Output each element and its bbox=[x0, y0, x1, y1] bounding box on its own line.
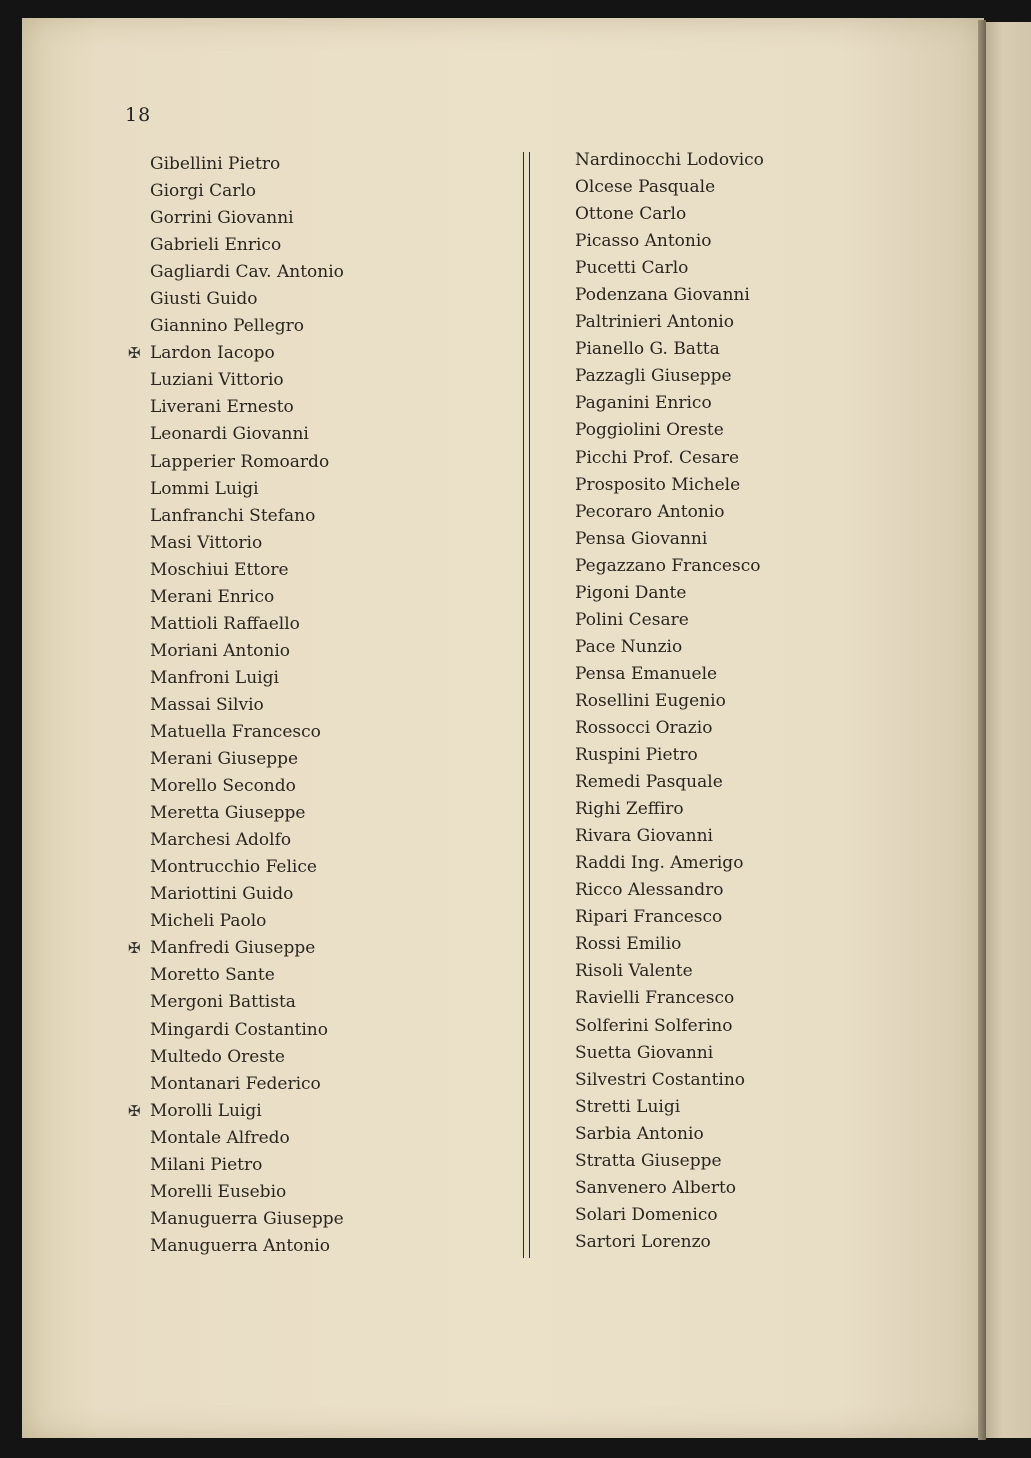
name-text: Gibellini Pietro bbox=[150, 154, 281, 174]
name-text: Pucetti Carlo bbox=[575, 258, 689, 279]
name-text: Giorgi Carlo bbox=[150, 181, 257, 202]
name-entry bbox=[150, 530, 344, 557]
name-entry bbox=[575, 796, 764, 823]
name-entry bbox=[575, 607, 764, 634]
name-text: Suetta Giovanni bbox=[575, 1042, 714, 1063]
name-text: Stretti Luigi bbox=[575, 1096, 681, 1117]
name-entry bbox=[575, 1175, 764, 1202]
name-entry bbox=[575, 580, 764, 607]
name-text: Risoli Valente bbox=[575, 961, 693, 982]
right-name-column bbox=[575, 147, 764, 1256]
name-entry bbox=[575, 634, 764, 661]
name-entry bbox=[575, 1094, 764, 1121]
name-text: Pecoraro Antonio bbox=[575, 501, 725, 522]
name-text: Lanfranchi Stefano bbox=[150, 505, 316, 526]
name-entry bbox=[150, 476, 344, 503]
left-name-column bbox=[128, 151, 344, 1260]
name-entry bbox=[575, 931, 764, 958]
name-entry bbox=[575, 363, 764, 390]
name-text: Montale Alfredo bbox=[150, 1127, 290, 1148]
name-entry bbox=[150, 557, 344, 584]
name-entry bbox=[575, 228, 764, 255]
name-entry bbox=[150, 1233, 344, 1260]
name-text: Podenzana Giovanni bbox=[575, 285, 750, 306]
name-entry bbox=[575, 499, 764, 526]
name-entry bbox=[150, 503, 344, 530]
name-entry bbox=[150, 1125, 344, 1152]
name-text: Merani Enrico bbox=[150, 586, 275, 607]
name-entry bbox=[150, 394, 344, 421]
cross-mark-icon: ✠ bbox=[128, 1101, 141, 1120]
name-entry bbox=[575, 850, 764, 877]
name-entry bbox=[150, 962, 344, 989]
name-entry bbox=[575, 417, 764, 444]
name-text: Nardinocchi Lodovico bbox=[575, 150, 764, 170]
name-text: Rosellini Eugenio bbox=[575, 690, 726, 711]
name-entry bbox=[575, 769, 764, 796]
name-entry bbox=[128, 1098, 344, 1125]
name-text: Sarbia Antonio bbox=[575, 1123, 704, 1144]
name-text: Paltrinieri Antonio bbox=[575, 312, 734, 333]
name-text: Pace Nunzio bbox=[575, 636, 683, 657]
name-text: Polini Cesare bbox=[575, 609, 689, 630]
name-entry bbox=[575, 472, 764, 499]
name-entry bbox=[575, 904, 764, 931]
name-entry bbox=[150, 178, 344, 205]
name-text: Sartori Lorenzo bbox=[575, 1231, 711, 1252]
name-text: Montrucchio Felice bbox=[150, 857, 317, 878]
name-text: Prosposito Michele bbox=[575, 474, 741, 495]
name-entry bbox=[575, 958, 764, 985]
name-text: Pensa Emanuele bbox=[575, 663, 718, 684]
name-text: Mariottini Guido bbox=[150, 884, 294, 905]
name-text: Raddi Ing. Amerigo bbox=[575, 853, 744, 874]
name-entry bbox=[128, 340, 344, 367]
name-entry bbox=[575, 823, 764, 850]
cross-mark-icon: ✠ bbox=[128, 939, 141, 958]
name-text: Picchi Prof. Cesare bbox=[575, 447, 740, 468]
name-text: Giusti Guido bbox=[150, 289, 258, 310]
name-entry bbox=[575, 445, 764, 472]
name-text: Ripari Francesco bbox=[575, 907, 723, 928]
name-entry bbox=[150, 313, 344, 340]
name-entry bbox=[150, 665, 344, 692]
name-entry bbox=[150, 638, 344, 665]
name-text: Pigoni Dante bbox=[575, 582, 687, 603]
name-entry bbox=[150, 611, 344, 638]
name-entry bbox=[150, 746, 344, 773]
name-text: Matuella Francesco bbox=[150, 721, 321, 742]
name-text: Lapperier Romoardo bbox=[150, 451, 330, 472]
name-text: Merani Giuseppe bbox=[150, 749, 299, 770]
name-text: Masi Vittorio bbox=[150, 532, 263, 553]
name-entry bbox=[150, 584, 344, 611]
name-text: Multedo Oreste bbox=[150, 1046, 285, 1067]
name-entry bbox=[575, 1067, 764, 1094]
name-entry bbox=[150, 1017, 344, 1044]
name-entry bbox=[575, 390, 764, 417]
name-entry bbox=[575, 1202, 764, 1229]
name-entry bbox=[575, 688, 764, 715]
name-text: Montanari Federico bbox=[150, 1073, 321, 1094]
name-entry bbox=[150, 1044, 344, 1071]
name-text: Solferini Solferino bbox=[575, 1015, 733, 1036]
name-entry bbox=[150, 989, 344, 1016]
name-entry bbox=[575, 1148, 764, 1175]
name-text: Rossocci Orazio bbox=[575, 717, 713, 738]
name-text: Moretto Sante bbox=[150, 965, 275, 986]
name-entry bbox=[150, 1152, 344, 1179]
name-text: Luziani Vittorio bbox=[150, 370, 284, 391]
name-text: Pensa Giovanni bbox=[575, 528, 708, 549]
name-entry bbox=[128, 935, 344, 962]
name-text: Morello Secondo bbox=[150, 776, 296, 797]
next-page-edge bbox=[984, 22, 1031, 1438]
name-entry bbox=[150, 800, 344, 827]
name-entry bbox=[575, 201, 764, 228]
name-entry bbox=[150, 449, 344, 476]
name-entry bbox=[150, 881, 344, 908]
name-text: Ravielli Francesco bbox=[575, 988, 735, 1009]
name-text: Lommi Luigi bbox=[150, 478, 259, 499]
name-text: Manuguerra Giuseppe bbox=[150, 1208, 344, 1229]
name-entry bbox=[150, 232, 344, 259]
name-entry bbox=[575, 877, 764, 904]
name-entry bbox=[150, 692, 344, 719]
name-entry bbox=[150, 205, 344, 232]
name-text: Silvestri Costantino bbox=[575, 1069, 746, 1090]
name-text: Pegazzano Francesco bbox=[575, 555, 761, 576]
page-gutter bbox=[978, 20, 986, 1440]
name-entry bbox=[150, 719, 344, 746]
name-entry bbox=[575, 282, 764, 309]
name-text: Mergoni Battista bbox=[150, 992, 296, 1013]
name-text: Poggiolini Oreste bbox=[575, 420, 724, 441]
name-text: Gabrieli Enrico bbox=[150, 235, 282, 256]
name-text: Moschiui Ettore bbox=[150, 559, 289, 580]
name-entry bbox=[150, 1071, 344, 1098]
name-text: Morelli Eusebio bbox=[150, 1181, 287, 1202]
name-entry bbox=[575, 255, 764, 282]
name-entry bbox=[150, 367, 344, 394]
name-text: Moriani Antonio bbox=[150, 640, 291, 661]
page-number: 18 bbox=[125, 104, 152, 126]
cross-mark-icon: ✠ bbox=[128, 344, 141, 363]
name-text: Gorrini Giovanni bbox=[150, 208, 294, 229]
name-text: Rivara Giovanni bbox=[575, 826, 713, 847]
name-entry bbox=[150, 773, 344, 800]
name-text: Solari Domenico bbox=[575, 1204, 718, 1225]
name-entry bbox=[575, 147, 764, 174]
name-text: Rossi Emilio bbox=[575, 934, 682, 955]
name-text: Massai Silvio bbox=[150, 694, 264, 715]
name-entry bbox=[575, 1013, 764, 1040]
name-text: Leonardi Giovanni bbox=[150, 424, 309, 445]
name-entry bbox=[575, 985, 764, 1012]
name-entry bbox=[150, 1206, 344, 1233]
name-entry bbox=[150, 908, 344, 935]
name-text: Sanvenero Alberto bbox=[575, 1177, 737, 1198]
name-text: Pazzagli Giuseppe bbox=[575, 366, 732, 387]
name-text: Remedi Pasquale bbox=[575, 772, 723, 793]
name-text: Manfroni Luigi bbox=[150, 667, 279, 688]
name-entry bbox=[575, 309, 764, 336]
name-text: Liverani Ernesto bbox=[150, 397, 294, 418]
name-text: Mattioli Raffaello bbox=[150, 613, 300, 634]
name-entry bbox=[575, 715, 764, 742]
name-text: Micheli Paolo bbox=[150, 911, 267, 932]
name-text: Mingardi Costantino bbox=[150, 1019, 328, 1040]
name-entry bbox=[575, 336, 764, 363]
name-entry bbox=[575, 553, 764, 580]
name-entry bbox=[150, 827, 344, 854]
name-entry bbox=[150, 1179, 344, 1206]
name-text: Marchesi Adolfo bbox=[150, 830, 292, 851]
name-text: Righi Zeffiro bbox=[575, 799, 684, 820]
name-text: Pianello G. Batta bbox=[575, 339, 720, 360]
name-entry bbox=[575, 742, 764, 769]
name-text: Olcese Pasquale bbox=[575, 177, 716, 198]
name-entry bbox=[575, 661, 764, 688]
name-text: Manuguerra Antonio bbox=[150, 1235, 331, 1256]
column-divider bbox=[523, 152, 530, 1258]
name-text: Morolli Luigi bbox=[150, 1100, 262, 1121]
name-entry bbox=[150, 259, 344, 286]
name-text: Meretta Giuseppe bbox=[150, 803, 306, 824]
name-entry bbox=[575, 1121, 764, 1148]
name-text: Gagliardi Cav. Antonio bbox=[150, 262, 344, 283]
name-entry bbox=[575, 1040, 764, 1067]
name-text: Paganini Enrico bbox=[575, 393, 712, 414]
name-entry bbox=[150, 421, 344, 448]
name-entry bbox=[575, 1229, 764, 1256]
name-text: Ruspini Pietro bbox=[575, 745, 698, 766]
name-entry bbox=[150, 286, 344, 313]
name-text: Milani Pietro bbox=[150, 1154, 263, 1175]
name-entry bbox=[575, 174, 764, 201]
name-text: Lardon Iacopo bbox=[150, 343, 275, 364]
name-entry bbox=[150, 151, 344, 178]
name-text: Stratta Giuseppe bbox=[575, 1150, 722, 1171]
name-text: Picasso Antonio bbox=[575, 231, 712, 252]
name-text: Ricco Alessandro bbox=[575, 880, 724, 901]
name-text: Ottone Carlo bbox=[575, 204, 687, 225]
name-entry bbox=[150, 854, 344, 881]
name-entry bbox=[575, 526, 764, 553]
name-text: Manfredi Giuseppe bbox=[150, 938, 316, 959]
name-text: Giannino Pellegro bbox=[150, 316, 304, 337]
